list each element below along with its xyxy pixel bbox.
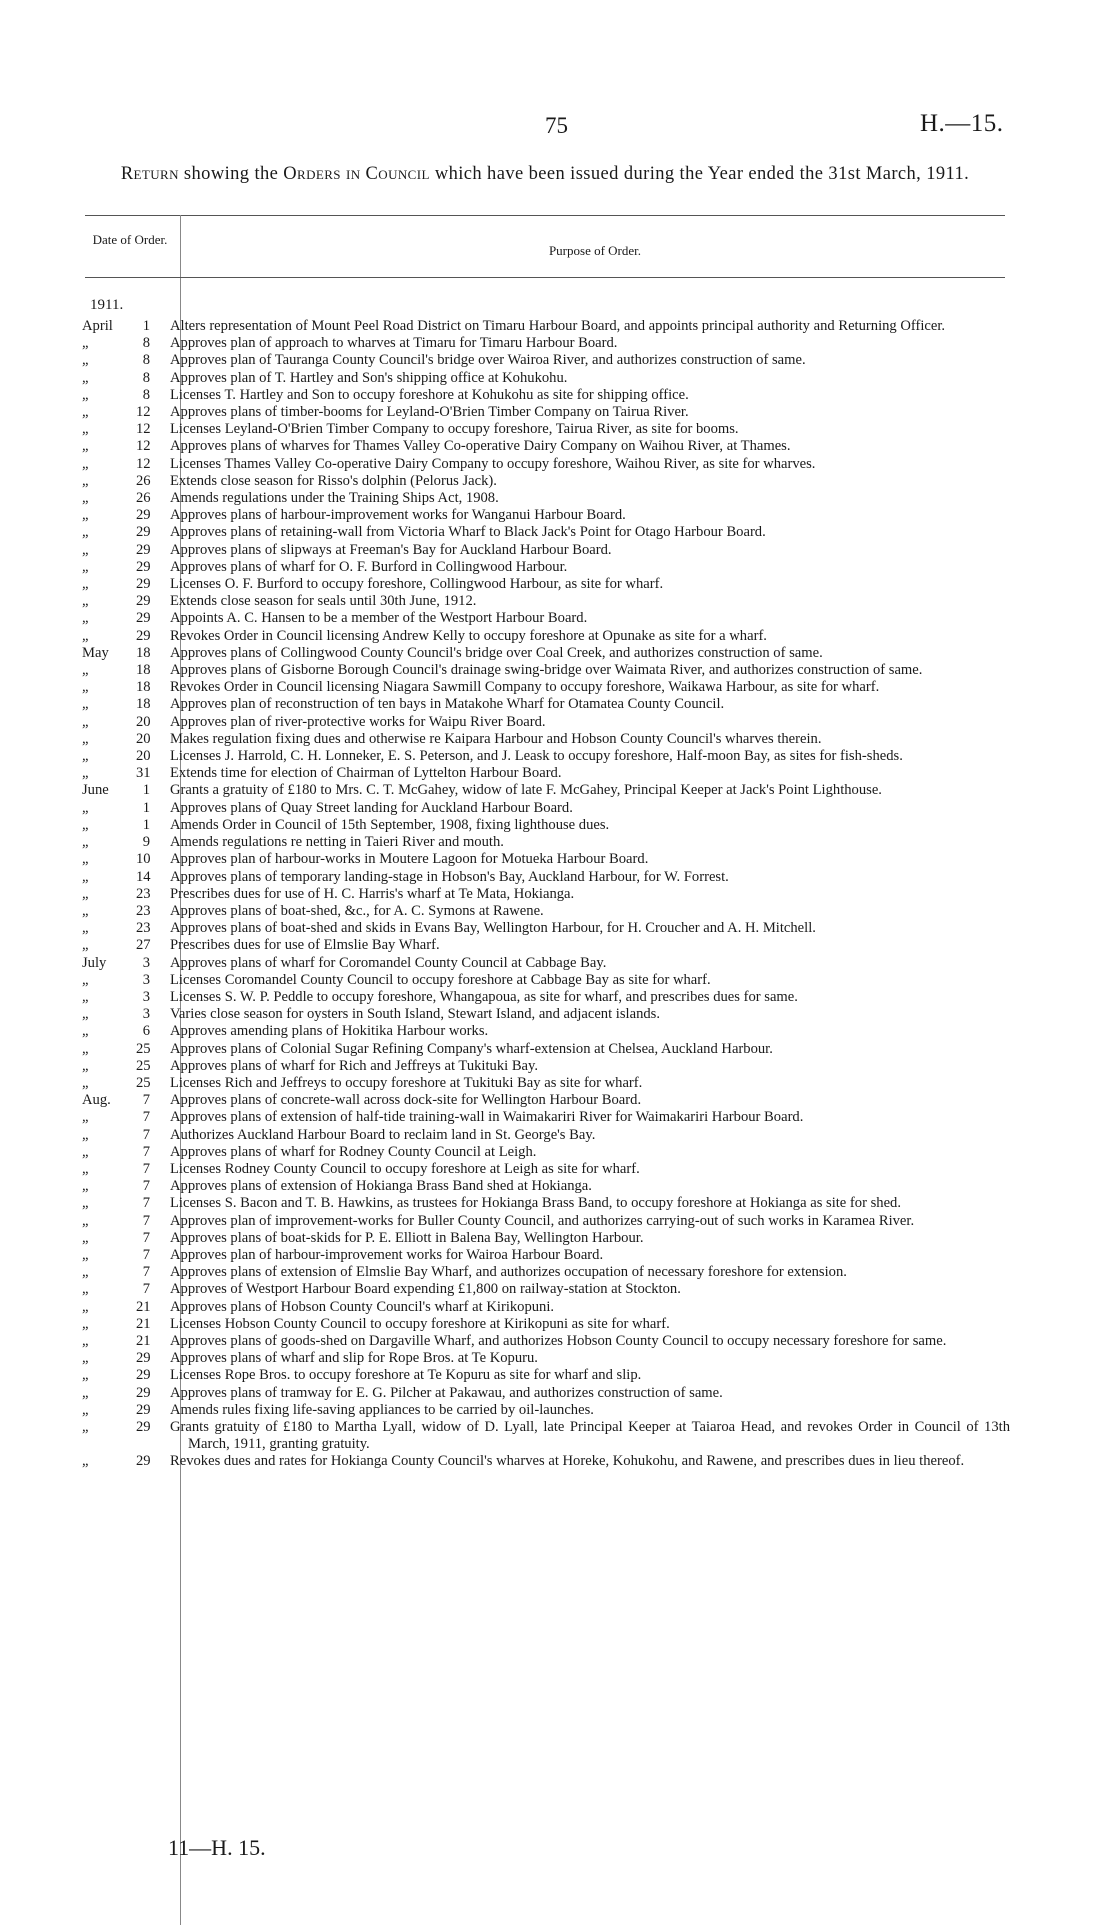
table-row	[82, 387, 1010, 404]
order-day: 3	[142, 1006, 150, 1023]
order-purpose: Licenses Rodney County Council to occupy foreshore at Leigh as site for wharf.	[170, 1160, 640, 1177]
order-month: „	[82, 541, 89, 558]
table-row	[82, 1161, 1010, 1178]
order-purpose: Approves plan of harbour-works in Moutere Lagoon for Motueka Harbour Board.	[170, 851, 649, 868]
order-month: „	[82, 1178, 89, 1195]
order-month: „	[82, 1298, 89, 1315]
order-purpose: Approves plans of wharves for Thames Valley Co-operative Dairy Company on Waihou River, at Thames.	[170, 438, 791, 455]
order-month: „	[82, 920, 89, 937]
table-row	[82, 972, 1010, 989]
order-purpose: Approves plan of approach to wharves at Timaru for Timaru Harbour Board.	[170, 335, 618, 352]
order-month: „	[82, 937, 89, 954]
page-number: 75	[545, 113, 568, 138]
order-day: 20	[136, 730, 151, 747]
order-month: June	[82, 782, 109, 799]
table-row	[82, 731, 1010, 748]
order-month: July	[82, 954, 107, 971]
order-purpose: Licenses S. Bacon and T. B. Hawkins, as trustees for Hokianga Brass Band, to occupy foreshore at Hokianga as site for shed.	[170, 1195, 901, 1212]
table-row	[82, 1333, 1010, 1350]
order-day: 7	[142, 1195, 150, 1212]
order-purpose: Extends time for election of Chairman of Lyttelton Harbour Board.	[170, 765, 562, 782]
table-row	[82, 748, 1010, 765]
table-row	[82, 817, 1010, 834]
order-purpose: Licenses Coromandel County Council to occupy foreshore at Cabbage Bay as site for wharf.	[170, 971, 711, 988]
order-month: „	[82, 1074, 89, 1091]
order-purpose: Approves plans of wharf for O. F. Burford in Collingwood Harbour.	[170, 558, 568, 575]
order-month: „	[82, 748, 89, 765]
order-day: 18	[136, 679, 151, 696]
order-purpose: Licenses O. F. Burford to occupy foreshore, Collingwood Harbour, as site for wharf.	[170, 576, 664, 593]
table-row	[82, 1109, 1010, 1126]
order-purpose: Approves plan of T. Hartley and Son's shipping office at Kohukohu.	[170, 369, 568, 386]
order-purpose: Alters representation of Mount Peel Road District on Timaru Harbour Board, and appoints principal authority and Returning Officer.	[170, 318, 946, 334]
table-row	[82, 955, 1010, 972]
orders-table	[82, 318, 1010, 1471]
order-purpose: Approves plan of improvement-works for Buller County Council, and authorizes carrying-out of such works in Karamea River.	[170, 1212, 915, 1229]
order-day: 7	[142, 1126, 150, 1143]
order-purpose: Amends Order in Council of 15th September, 1908, fixing lighthouse dues.	[170, 816, 610, 833]
order-day: 18	[136, 696, 151, 713]
order-day: 27	[136, 937, 151, 954]
order-month: „	[82, 1453, 89, 1470]
order-month: „	[82, 1023, 89, 1040]
table-row	[82, 782, 1010, 799]
order-purpose: Appoints A. C. Hansen to be a member of the Westport Harbour Board.	[170, 610, 588, 627]
order-month: „	[82, 902, 89, 919]
order-purpose: Approves plans of wharf for Rich and Jeffreys at Tukituki Bay.	[170, 1057, 539, 1074]
order-day: 29	[136, 1419, 151, 1435]
table-top-rule	[85, 215, 1005, 216]
order-month: „	[82, 1264, 89, 1281]
table-row	[82, 576, 1010, 593]
order-purpose: Approves plans of wharf for Coromandel County Council at Cabbage Bay.	[170, 954, 607, 971]
order-purpose: Approves of Westport Harbour Board expending £1,800 on railway-station at Stockton.	[170, 1281, 681, 1298]
order-day: 23	[136, 885, 151, 902]
order-month: „	[82, 799, 89, 816]
order-purpose: Approves plans of extension of Elmslie Bay Wharf, and authorizes occupation of necessary foreshore for extension.	[170, 1264, 847, 1281]
order-day: 7	[142, 1281, 150, 1298]
order-month: „	[82, 988, 89, 1005]
table-row	[82, 524, 1010, 541]
table-row	[82, 421, 1010, 438]
order-month: „	[82, 1350, 89, 1367]
order-purpose: Licenses Thames Valley Co-operative Dairy Company to occupy foreshore, Waihou River, as site for wharves.	[170, 455, 816, 472]
order-month: „	[82, 438, 89, 455]
table-row	[82, 370, 1010, 387]
order-day: 7	[142, 1212, 150, 1229]
page-title: Return showing the Orders in Council which have been issued during the Year ended the 31st March, 1911.	[120, 164, 970, 184]
order-day: 8	[142, 352, 150, 369]
order-day: 3	[142, 971, 150, 988]
table-row	[82, 937, 1010, 954]
order-month: „	[82, 1006, 89, 1023]
table-row	[82, 1213, 1010, 1230]
table-row	[82, 834, 1010, 851]
order-month: „	[82, 1401, 89, 1418]
order-day: 29	[136, 1367, 151, 1384]
order-month: „	[82, 1195, 89, 1212]
order-day: 12	[136, 455, 151, 472]
order-purpose: Approves plans of slipways at Freeman's Bay for Auckland Harbour Board.	[170, 541, 612, 558]
order-day: 1	[142, 782, 150, 799]
order-month: Aug.	[82, 1092, 111, 1109]
table-row	[82, 404, 1010, 421]
table-row	[82, 456, 1010, 473]
order-day: 29	[136, 576, 151, 593]
order-month: „	[82, 1246, 89, 1263]
order-month: „	[82, 885, 89, 902]
order-day: 8	[142, 335, 150, 352]
order-month: „	[82, 1419, 89, 1435]
order-purpose: Extends close season for Risso's dolphin (Pelorus Jack).	[170, 472, 497, 489]
order-purpose: Approves plans of boat-skids for P. E. Elliott in Balena Bay, Wellington Harbour.	[170, 1229, 644, 1246]
order-day: 7	[142, 1264, 150, 1281]
order-month: „	[82, 1281, 89, 1298]
order-purpose: Licenses Rich and Jeffreys to occupy foreshore at Tukituki Bay as site for wharf.	[170, 1074, 643, 1091]
table-row	[82, 559, 1010, 576]
order-month: „	[82, 593, 89, 610]
order-purpose: Revokes Order in Council licensing Andrew Kelly to occupy foreshore at Opunake as site for a wharf.	[170, 627, 767, 644]
order-purpose: Approves plans of Gisborne Borough Council's drainage swing-bridge over Waimata River, and authorizes construction of same.	[170, 662, 923, 679]
table-row	[82, 645, 1010, 662]
order-day: 1	[142, 799, 150, 816]
order-month: „	[82, 971, 89, 988]
order-day: 1	[142, 816, 150, 833]
table-row	[82, 1195, 1010, 1212]
table-row	[82, 765, 1010, 782]
order-day: 23	[136, 902, 151, 919]
order-purpose: Extends close season for seals until 30th June, 1912.	[170, 593, 477, 610]
order-month: „	[82, 1143, 89, 1160]
order-day: 21	[136, 1315, 151, 1332]
order-day: 31	[136, 765, 151, 782]
order-purpose: Approves plans of concrete-wall across dock-site for Wellington Harbour Board.	[170, 1092, 642, 1109]
order-day: 29	[136, 593, 151, 610]
order-day: 7	[142, 1160, 150, 1177]
document-reference: H.—15.	[920, 110, 1004, 137]
order-day: 1	[142, 318, 150, 334]
order-month: „	[82, 1332, 89, 1349]
order-day: 20	[136, 748, 151, 765]
order-day: 7	[142, 1143, 150, 1160]
order-month: „	[82, 335, 89, 352]
order-purpose: Approves plan of Tauranga County Council's bridge over Wairoa River, and authorizes construction of same.	[170, 352, 806, 369]
order-purpose: Licenses T. Hartley and Son to occupy foreshore at Kohukohu as site for shipping office.	[170, 386, 689, 403]
order-purpose: Grants a gratuity of £180 to Mrs. C. T. McGahey, widow of late F. McGahey, Principal Keeper at Jack's Point Lighthouse.	[170, 782, 882, 799]
order-month: „	[82, 662, 89, 679]
order-day: 29	[136, 1453, 151, 1470]
table-row	[82, 989, 1010, 1006]
order-purpose: Approves plans of Quay Street landing for Auckland Harbour Board.	[170, 799, 573, 816]
order-purpose: Approves plan of reconstruction of ten bays in Matakohe Wharf for Otamatea County Council.	[170, 696, 725, 713]
order-purpose: Revokes dues and rates for Hokianga County Council's wharves at Horeke, Kohukohu, and Rawene, and prescribes dues in lieu thereof.	[170, 1453, 965, 1470]
year-label: 1911.	[90, 297, 124, 313]
order-day: 29	[136, 1384, 151, 1401]
order-day: 29	[136, 1350, 151, 1367]
table-row	[82, 851, 1010, 868]
table-row	[82, 593, 1010, 610]
table-row	[82, 1299, 1010, 1316]
table-row	[82, 628, 1010, 645]
date-column-header: Date of Order.	[92, 232, 168, 247]
order-day: 23	[136, 920, 151, 937]
table-row	[82, 1127, 1010, 1144]
order-month: „	[82, 696, 89, 713]
order-purpose: Approves plan of harbour-improvement works for Wairoa Harbour Board.	[170, 1246, 604, 1263]
order-purpose: Makes regulation fixing dues and otherwise re Kaipara Harbour and Hobson County Council's wharves therein.	[170, 730, 822, 747]
order-day: 12	[136, 421, 151, 438]
order-day: 29	[136, 558, 151, 575]
order-day: 25	[136, 1074, 151, 1091]
table-row	[82, 352, 1010, 369]
table-row	[82, 1316, 1010, 1333]
order-purpose: Approves plans of timber-booms for Leyland-O'Brien Timber Company on Tairua River.	[170, 404, 689, 421]
order-day: 29	[136, 627, 151, 644]
table-row	[82, 542, 1010, 559]
order-day: 29	[136, 610, 151, 627]
order-day: 12	[136, 438, 151, 455]
order-purpose: Amends regulations re netting in Taieri River and mouth.	[170, 834, 504, 851]
order-day: 7	[142, 1092, 150, 1109]
order-day: 20	[136, 713, 151, 730]
order-month: „	[82, 524, 89, 541]
order-month: „	[82, 868, 89, 885]
order-purpose: Approves plans of tramway for E. G. Pilcher at Pakawau, and authorizes construction of same.	[170, 1384, 723, 1401]
table-row	[82, 473, 1010, 490]
table-row	[82, 507, 1010, 524]
order-day: 3	[142, 954, 150, 971]
order-purpose: Approves plans of Hobson County Council's wharf at Kirikopuni.	[170, 1298, 555, 1315]
order-purpose: Approves plans of extension of half-tide training-wall in Waimakariri River for Waimakariri Harbour Board.	[170, 1109, 804, 1126]
order-day: 18	[136, 644, 151, 661]
order-day: 7	[142, 1246, 150, 1263]
order-day: 29	[136, 1401, 151, 1418]
order-purpose: Approves plans of retaining-wall from Victoria Wharf to Black Jack's Point for Otago Harbour Board.	[170, 524, 766, 541]
order-day: 25	[136, 1057, 151, 1074]
order-day: 7	[142, 1109, 150, 1126]
order-month: „	[82, 576, 89, 593]
order-month: „	[82, 713, 89, 730]
order-day: 29	[136, 524, 151, 541]
order-purpose: Prescribes dues for use of Elmslie Bay Wharf.	[170, 937, 440, 954]
order-month: „	[82, 1367, 89, 1384]
order-month: „	[82, 369, 89, 386]
table-row	[82, 1367, 1010, 1384]
table-row	[82, 1402, 1010, 1419]
order-month: „	[82, 455, 89, 472]
table-row	[82, 1350, 1010, 1367]
order-purpose: Approves amending plans of Hokitika Harbour works.	[170, 1023, 489, 1040]
table-row	[82, 1178, 1010, 1195]
table-row	[82, 1058, 1010, 1075]
purpose-column-header: Purpose of Order.	[548, 243, 642, 258]
order-purpose: Grants gratuity of £180 to Martha Lyall, widow of D. Lyall, late Principal Keeper at Taiaroa Head, and revokes Order in Council of 13th March, 1911, granting gratuity.	[170, 1419, 1010, 1453]
order-purpose: Approves plan of river-protective works for Waipu River Board.	[170, 713, 546, 730]
order-purpose: Prescribes dues for use of H. C. Harris's wharf at Te Mata, Hokianga.	[170, 885, 575, 902]
order-month: „	[82, 1126, 89, 1143]
table-row	[82, 1453, 1010, 1470]
table-row	[82, 1144, 1010, 1161]
header-bottom-rule	[85, 277, 1005, 278]
order-month: „	[82, 472, 89, 489]
table-row	[82, 662, 1010, 679]
order-day: 7	[142, 1229, 150, 1246]
order-month: „	[82, 421, 89, 438]
table-row	[82, 1281, 1010, 1298]
order-day: 26	[136, 472, 151, 489]
table-row	[82, 1230, 1010, 1247]
order-purpose: Amends rules fixing life-saving appliances to be carried by oil-launches.	[170, 1401, 594, 1418]
table-row	[82, 920, 1010, 937]
table-row	[82, 610, 1010, 627]
table-row	[82, 903, 1010, 920]
table-row	[82, 1075, 1010, 1092]
order-month: „	[82, 1384, 89, 1401]
order-day: 18	[136, 662, 151, 679]
order-day: 10	[136, 851, 151, 868]
order-month: „	[82, 1315, 89, 1332]
order-month: „	[82, 490, 89, 507]
order-month: „	[82, 851, 89, 868]
order-purpose: Licenses Hobson County Council to occupy foreshore at Kirikopuni as site for wharf.	[170, 1315, 670, 1332]
table-row	[82, 1385, 1010, 1402]
order-purpose: Approves plans of wharf for Rodney County Council at Leigh.	[170, 1143, 537, 1160]
order-purpose: Revokes Order in Council licensing Niagara Sawmill Company to occupy foreshore, Waikawa Harbour, as site for wharf.	[170, 679, 880, 696]
order-month: „	[82, 610, 89, 627]
table-row	[82, 869, 1010, 886]
order-month: „	[82, 1160, 89, 1177]
order-month: „	[82, 679, 89, 696]
order-purpose: Approves plans of wharf and slip for Rope Bros. at Te Kopuru.	[170, 1350, 538, 1367]
table-row	[82, 1264, 1010, 1281]
order-month: „	[82, 1109, 89, 1126]
order-day: 3	[142, 988, 150, 1005]
order-day: 21	[136, 1298, 151, 1315]
table-row	[82, 318, 1010, 335]
order-month: „	[82, 1040, 89, 1057]
order-day: 9	[142, 834, 150, 851]
order-purpose: Licenses Leyland-O'Brien Timber Company to occupy foreshore, Tairua River, as site for booms.	[170, 421, 739, 438]
order-day: 21	[136, 1332, 151, 1349]
order-purpose: Varies close season for oysters in South Island, Stewart Island, and adjacent islands.	[170, 1006, 660, 1023]
order-purpose: Amends regulations under the Training Ships Act, 1908.	[170, 490, 499, 507]
order-month: April	[82, 318, 113, 334]
table-row	[82, 1023, 1010, 1040]
order-purpose: Approves plans of boat-shed, &c., for A. C. Symons at Rawene.	[170, 902, 544, 919]
order-day: 29	[136, 541, 151, 558]
table-row	[82, 1092, 1010, 1109]
order-month: May	[82, 644, 109, 661]
order-purpose: Approves plans of extension of Hokianga Brass Band shed at Hokianga.	[170, 1178, 592, 1195]
table-row	[82, 1041, 1010, 1058]
order-purpose: Approves plans of boat-shed and skids in Evans Bay, Wellington Harbour, for H. Croucher and A. H. Mitchell.	[170, 920, 816, 937]
order-purpose: Approves plans of harbour-improvement works for Wanganui Harbour Board.	[170, 507, 626, 524]
order-month: „	[82, 1212, 89, 1229]
order-month: „	[82, 1057, 89, 1074]
order-month: „	[82, 834, 89, 851]
order-purpose: Licenses S. W. P. Peddle to occupy foreshore, Whangapoua, as site for wharf, and prescribes dues for same.	[170, 988, 798, 1005]
order-day: 7	[142, 1178, 150, 1195]
table-row	[82, 1247, 1010, 1264]
table-row	[82, 1419, 1010, 1453]
table-row	[82, 696, 1010, 713]
order-month: „	[82, 386, 89, 403]
table-row	[82, 438, 1010, 455]
order-day: 26	[136, 490, 151, 507]
order-month: „	[82, 1229, 89, 1246]
order-month: „	[82, 627, 89, 644]
table-row	[82, 1006, 1010, 1023]
table-row	[82, 490, 1010, 507]
table-row	[82, 886, 1010, 903]
order-purpose: Licenses Rope Bros. to occupy foreshore at Te Kopuru as site for wharf and slip.	[170, 1367, 642, 1384]
order-month: „	[82, 730, 89, 747]
order-purpose: Approves plans of goods-shed on Dargaville Wharf, and authorizes Hobson County Council to occupy necessary foreshore for same.	[170, 1332, 947, 1349]
order-purpose: Approves plans of Colonial Sugar Refining Company's wharf-extension at Chelsea, Auckland Harbour.	[170, 1040, 773, 1057]
table-row	[82, 335, 1010, 352]
order-purpose: Approves plans of temporary landing-stage in Hobson's Bay, Auckland Harbour, for W. Forrest.	[170, 868, 729, 885]
order-purpose: Authorizes Auckland Harbour Board to reclaim land in St. George's Bay.	[170, 1126, 596, 1143]
order-purpose: Approves plans of Collingwood County Council's bridge over Coal Creek, and authorizes construction of same.	[170, 644, 823, 661]
page-footer: 11—H. 15.	[168, 1835, 266, 1860]
order-month: „	[82, 765, 89, 782]
order-month: „	[82, 352, 89, 369]
table-row	[82, 679, 1010, 696]
order-month: „	[82, 816, 89, 833]
order-month: „	[82, 558, 89, 575]
order-day: 8	[142, 386, 150, 403]
order-purpose: Licenses J. Harrold, C. H. Lonneker, E. S. Peterson, and J. Leask to occupy foreshore, Half-moon Bay, as sites for fish-sheds.	[170, 748, 903, 765]
order-day: 29	[136, 507, 151, 524]
table-row	[82, 714, 1010, 731]
order-day: 25	[136, 1040, 151, 1057]
table-row	[82, 800, 1010, 817]
order-day: 14	[136, 868, 151, 885]
order-day: 12	[136, 404, 151, 421]
order-month: „	[82, 404, 89, 421]
order-day: 6	[142, 1023, 150, 1040]
order-month: „	[82, 507, 89, 524]
order-day: 8	[142, 369, 150, 386]
